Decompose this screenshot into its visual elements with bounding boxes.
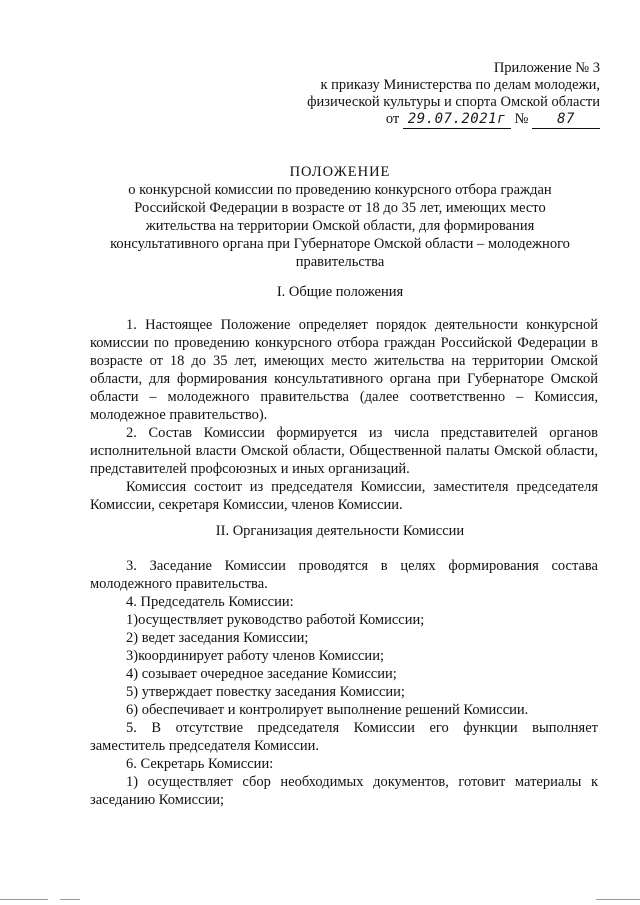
annex-order-line: к приказу Министерства по делам молодежи, [320,77,600,93]
chair-item-4: 4) созывает очередное заседание Комиссии; [126,666,397,682]
scan-mark [60,899,80,900]
title-line-4: консультативного органа при Губернаторе Омской области – молодежного [110,236,570,252]
chair-item-5: 5) утверждает повестку заседания Комиссии; [126,684,405,700]
chair-item-1: 1)осуществляет руководство работой Комиссии; [126,612,425,628]
section-2-body [90,557,598,809]
handwritten-date: 29.07.2021г [407,111,507,127]
section-2-title: II. Организация деятельности Комиссии [215,523,465,539]
paragraph-2: 2. Состав Комиссии формируется из числа представителей органов исполнительной власти Омской области, Общественной палаты Омской области, представителей профсоюзных и иных организаций. [90,425,598,477]
paragraph-4: 4. Председатель Комиссии: [126,594,294,610]
section-1-body [90,316,598,514]
scan-mark [0,899,48,900]
secretary-item-1: 1) осуществляет сбор необходимых документов, готовит материалы к заседанию Комиссии; [90,774,598,808]
chair-item-3: 3)координирует работу членов Комиссии; [126,648,384,664]
annex-ministry-line: физической культуры и спорта Омской области [307,94,600,110]
number-label: № [514,111,529,127]
scan-mark [596,899,640,900]
document-title [70,163,610,271]
from-label: от [385,111,400,127]
annex-date-line [300,111,600,129]
handwritten-number: 87 [557,111,575,127]
annex-number: Приложение № 3 [493,60,600,76]
scan-edge-marks [0,893,640,905]
paragraph-5: 5. В отсутствие председателя Комиссии его функции выполняет заместитель председателя Комиссии. [90,720,598,754]
section-1-title: I. Общие положения [276,284,404,300]
title-heading: ПОЛОЖЕНИЕ [289,164,391,180]
paragraph-3: 3. Заседание Комиссии проводятся в целях формирования состава молодежного правительства. [90,558,598,592]
title-line-3: жительства на территории Омской области, для формирования [145,218,535,234]
chair-item-2: 2) ведет заседания Комиссии; [126,630,309,646]
title-line-5: правительства [295,254,385,270]
title-line-2: Российской Федерации в возрасте от 18 до 35 лет, имеющих место [134,200,546,216]
annex-header [300,60,600,129]
chair-item-6: 6) обеспечивает и контролирует выполнение решений Комиссии. [126,702,529,718]
paragraph-1: 1. Настоящее Положение определяет порядок деятельности конкурсной комиссии по проведению конкурсного отбора граждан Российской Федерации в возрасте от 18 до 35 лет, имеющих место жительства на территории Омской области, для формирования консультативного органа при Губернаторе Омской области – молодежного правительства (далее соответственно – Комиссия, молодежное правительство). [90,317,598,423]
date-field [403,111,511,129]
paragraph-6: 6. Секретарь Комиссии: [126,756,274,772]
number-field [532,111,600,129]
paragraph-2-composition: Комиссия состоит из председателя Комиссии, заместителя председателя Комиссии, секретаря Комиссии, членов Комиссии. [90,479,598,513]
title-line-1: о конкурсной комиссии по проведению конкурсного отбора граждан [128,182,552,198]
